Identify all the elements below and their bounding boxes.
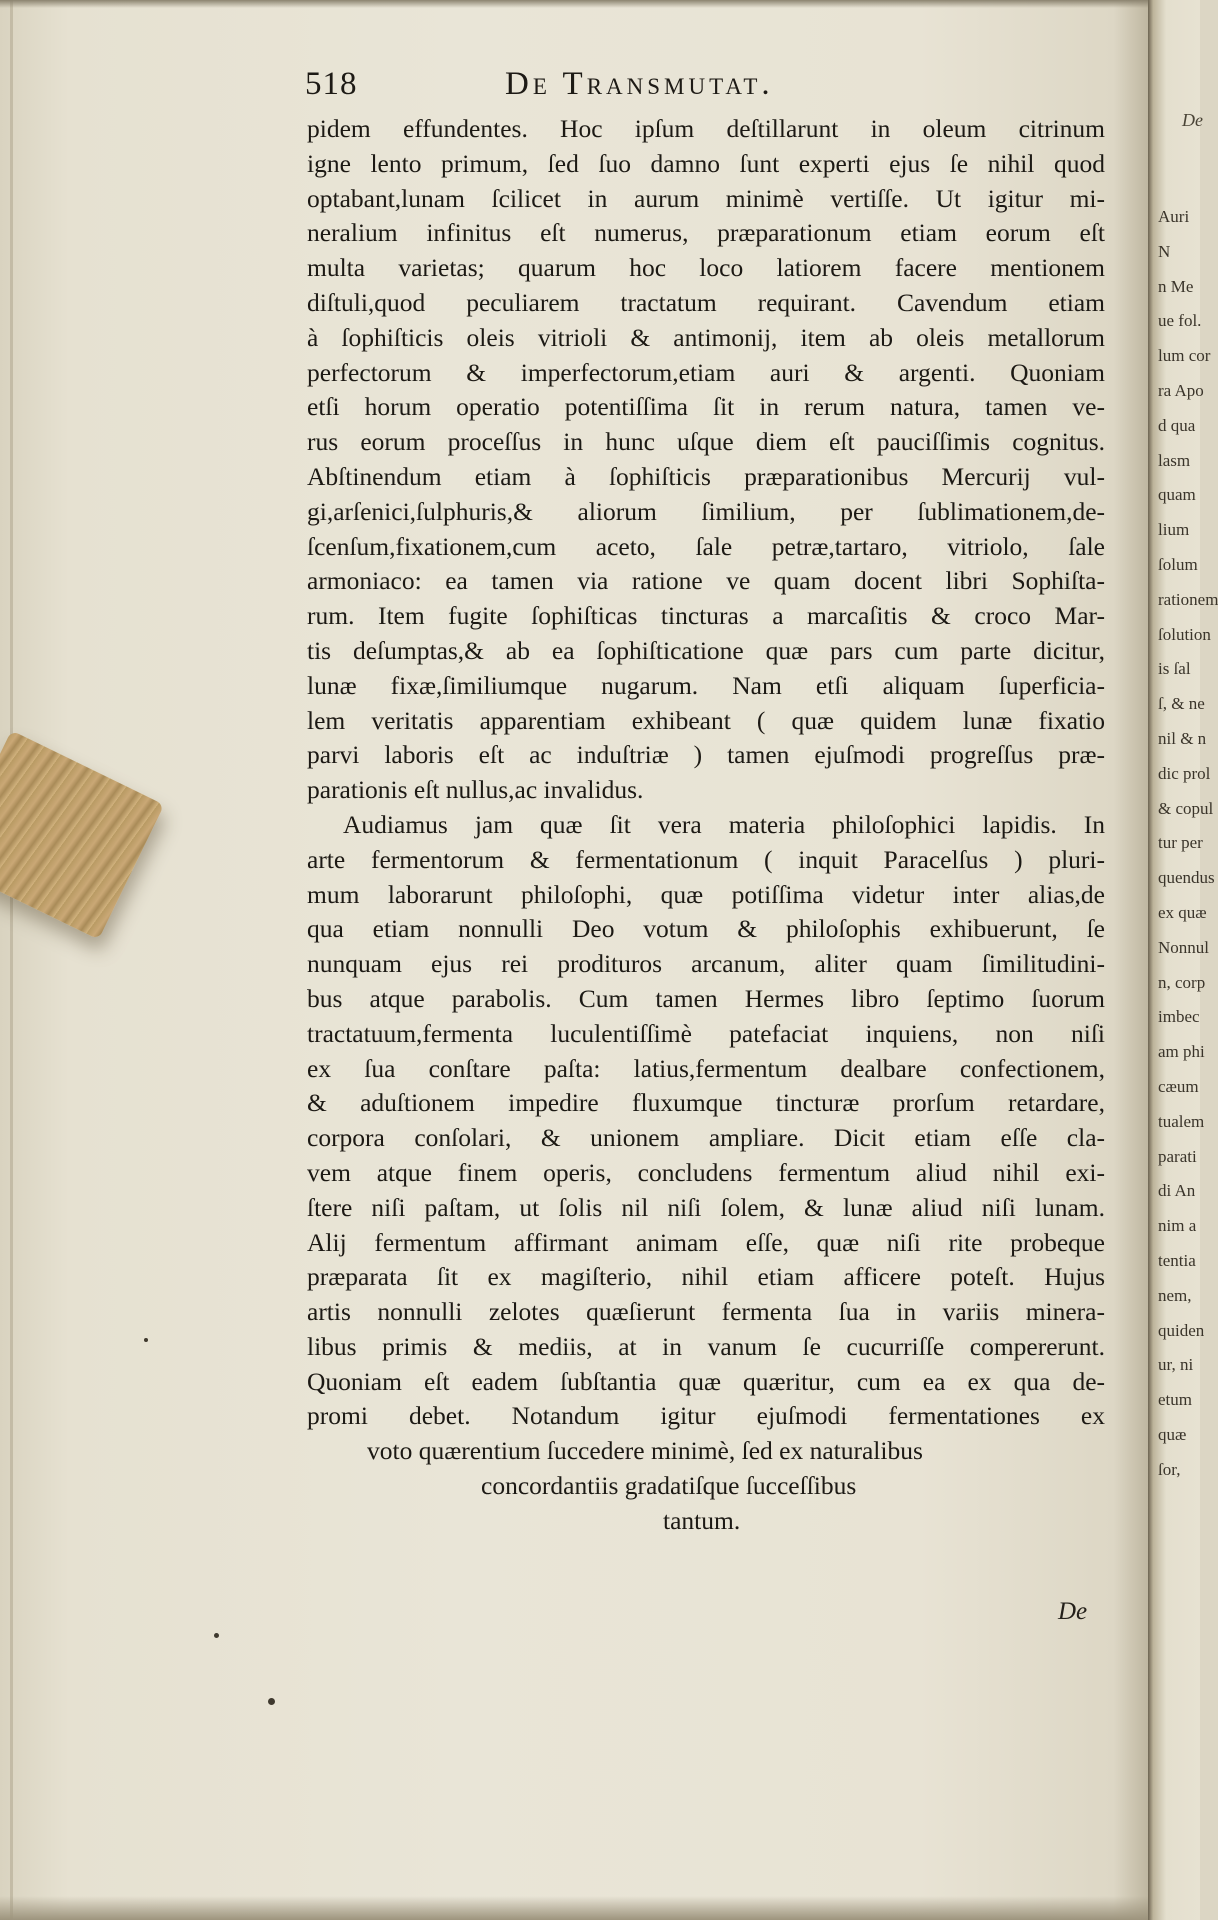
text-line: ſcenſum,fixationem,cum aceto, ſale petræ,tartaro, vitriolo, ſale xyxy=(307,531,1105,561)
text-line: mum laborarunt philoſophi, quæ potiſſima videtur inter alias,de xyxy=(307,879,1105,909)
facing-text-line xyxy=(1158,1522,1198,1557)
facing-text-line: d qua xyxy=(1158,415,1196,435)
page-number: 518 xyxy=(305,66,358,102)
facing-text-line: ra Apo xyxy=(1158,380,1204,400)
facing-text-line: tualem xyxy=(1158,1111,1205,1131)
text-line: tractatuum,fermenta luculentiſſimè patefaciat inquiens, non niſi xyxy=(307,1018,1105,1048)
facing-text-line: ſolution xyxy=(1158,624,1211,644)
text-line: armoniaco: ea tamen via ratione ve quam docent libri Sophiſta- xyxy=(307,566,1105,596)
facing-text-line: imbec xyxy=(1158,1007,1200,1027)
facing-text-line: quiden xyxy=(1158,1320,1205,1340)
facing-text-line: Auri xyxy=(1158,207,1190,226)
text-line: optabant,lunam ſcilicet in aurum minimè vertiſſe. Ut igitur mi- xyxy=(307,183,1105,213)
running-title: De Transmutat. xyxy=(505,66,774,102)
text-line: etſi horum operatio potentiſſima ſit in rerum natura, tamen ve- xyxy=(307,392,1105,422)
text-line: Abſtinendum etiam à ſophiſticis præparationibus Mercurij vul- xyxy=(307,461,1105,491)
text-line: libus primis & mediis, at in vanum ſe cucurriſſe compererunt. xyxy=(307,1331,1105,1361)
text-line: nunquam ejus rei prodituros arcanum, aliter quam ſimilitudini- xyxy=(307,949,1105,979)
text-line: tantum. xyxy=(663,1505,741,1535)
facing-text-line: ex quæ xyxy=(1158,902,1207,922)
text-line: lem veritatis apparentiam exhibeant ( quæ quidem lunæ fixatio xyxy=(307,705,1105,735)
text-line: bus atque parabolis. Cum tamen Hermes libro ſeptimo ſuorum xyxy=(307,983,1105,1013)
facing-text-line: ſ, & ne xyxy=(1158,694,1205,714)
text-line: parationis eſt nullus,ac invalidus. xyxy=(307,775,644,805)
facing-text-line: ſor, xyxy=(1158,1459,1181,1479)
text-line: vem atque finem operis, concludens fermentum aliud nihil exi- xyxy=(307,1157,1105,1187)
facing-text-line: lum cor xyxy=(1158,346,1211,366)
facing-text-line: ur, ni xyxy=(1158,1355,1194,1375)
facing-text-line: lasm xyxy=(1158,450,1191,470)
facing-text-line: cæum xyxy=(1158,1076,1199,1096)
text-line: neralium infinitus eſt numerus, præparationum etiam eorum eſt xyxy=(307,218,1105,248)
text-line: promi debet. Notandum igitur ejuſmodi fermentationes ex xyxy=(307,1401,1105,1431)
text-line: igne lento primum, ſed ſuo damno ſunt experti ejus ſe nihil quod xyxy=(307,148,1105,178)
facing-text-line: parati xyxy=(1158,1146,1197,1166)
text-line: perfectorum & imperfectorum,etiam auri & argenti. Quoniam xyxy=(307,357,1105,387)
facing-page-edge xyxy=(1148,0,1218,1920)
facing-text-line: N xyxy=(1158,241,1171,261)
text-line: rus eorum proceſſus in hunc uſque diem eſt pauciſſimis cognitus. xyxy=(307,427,1105,457)
text-line: præparata ſit ex magiſterio, nihil etiam afficere poteſt. Hujus xyxy=(307,1262,1105,1292)
facing-text-line: am phi xyxy=(1158,1042,1205,1062)
facing-text-line: tur per xyxy=(1158,833,1203,853)
text-line: Alij fermentum affirmant animam eſſe, quæ niſi rite probeque xyxy=(307,1227,1105,1257)
facing-text-line: tentia xyxy=(1158,1250,1196,1270)
text-line: Audiamus jam quæ ſit vera materia philoſophici lapidis. In xyxy=(343,809,1105,839)
text-line: arte fermentorum & fermentationum ( inquit Paracelſus ) pluri- xyxy=(307,844,1105,874)
facing-text-line: nem, xyxy=(1158,1285,1192,1305)
text-line: diſtuli,quod peculiarem tractatum requirant. Cavendum etiam xyxy=(307,287,1105,317)
facing-text-line: quæ xyxy=(1158,1424,1187,1444)
facing-text-line: n Me xyxy=(1158,276,1194,296)
page-top-shadow xyxy=(0,0,1148,8)
facing-text-line: dic prol xyxy=(1158,763,1211,783)
facing-text-line: n, corp xyxy=(1158,972,1206,992)
facing-text-line: ue fol. xyxy=(1158,311,1202,331)
text-line: voto quærentium ſuccedere minimè, ſed ex naturalibus xyxy=(367,1436,923,1466)
facing-text-line: rationem xyxy=(1158,589,1218,609)
facing-text-line: ſolum xyxy=(1158,554,1198,574)
page-header xyxy=(305,66,985,116)
facing-page-text xyxy=(1158,200,1218,1557)
facing-text-line: quam xyxy=(1158,485,1196,505)
facing-text-line: Nonnul xyxy=(1158,937,1209,957)
text-line: tis deſumptas,& ab ea ſophiſticatione quæ pars cum parte dicitur, xyxy=(307,635,1105,665)
paper-speck xyxy=(144,1338,148,1342)
facing-text-line: nil & n xyxy=(1158,728,1207,748)
text-line: lunæ fixæ,ſimiliumque nugarum. Nam etſi aliquam ſuperficia- xyxy=(307,670,1105,700)
facing-page-header: De xyxy=(1182,110,1203,130)
text-line: rum. Item fugite ſophiſticas tincturas a marcaſitis & croco Mar- xyxy=(307,601,1105,631)
facing-text-line: quendus xyxy=(1158,868,1215,888)
text-line: multa varietas; quarum hoc loco latiorem facere mentionem xyxy=(307,253,1105,283)
wooden-stick-image xyxy=(0,730,164,939)
text-line: parvi laboris eſt ac induſtriæ ) tamen ejuſmodi progreſſus præ- xyxy=(307,740,1105,770)
page-bottom-shadow xyxy=(0,1896,1148,1920)
facing-text-line: & copul xyxy=(1158,798,1214,818)
text-line: Quoniam eſt eadem ſubſtantia quæ quæritur, cum ea ex qua de- xyxy=(307,1366,1105,1396)
facing-text-line: lium xyxy=(1158,520,1190,540)
text-line: & aduſtionem impedire fluxumque tincturæ prorſum retardare, xyxy=(307,1088,1105,1118)
text-line: gi,arſenici,ſulphuris,& aliorum ſimilium, per ſublimationem,de- xyxy=(307,496,1105,526)
text-line: artis nonnulli zelotes quæſierunt fermenta ſua in variis minera- xyxy=(307,1297,1105,1327)
text-line: corpora conſolari, & unionem ampliare. Dicit etiam eſſe cla- xyxy=(307,1123,1105,1153)
text-line: à ſophiſticis oleis vitrioli & antimonij, item ab oleis metallorum xyxy=(307,322,1105,352)
text-line: ex ſua conſtare paſta: latius,fermentum dealbare confectionem, xyxy=(307,1053,1105,1083)
facing-text-line: etum xyxy=(1158,1390,1192,1410)
body-text xyxy=(307,112,1105,1539)
catchword: De xyxy=(1058,1598,1088,1625)
facing-text-line: nim a xyxy=(1158,1216,1197,1236)
paper-speck xyxy=(268,1698,275,1705)
facing-text-line: is ſal xyxy=(1158,659,1191,679)
facing-text-line: di An xyxy=(1158,1181,1196,1201)
facing-text-line xyxy=(1158,1487,1198,1522)
text-line: concordantiis gradatiſque ſucceſſibus xyxy=(481,1471,857,1501)
text-line: ſtere niſi paſtam, ut ſolis nil niſi ſolem, & lunæ aliud niſi lunam. xyxy=(307,1192,1105,1222)
paper-speck xyxy=(214,1633,219,1638)
text-line: pidem effundentes. Hoc ipſum deſtillarunt in oleum citrinum xyxy=(307,114,1105,143)
text-line: qua etiam nonnulli Deo votum & philoſophis exhibuerunt, ſe xyxy=(307,914,1105,944)
